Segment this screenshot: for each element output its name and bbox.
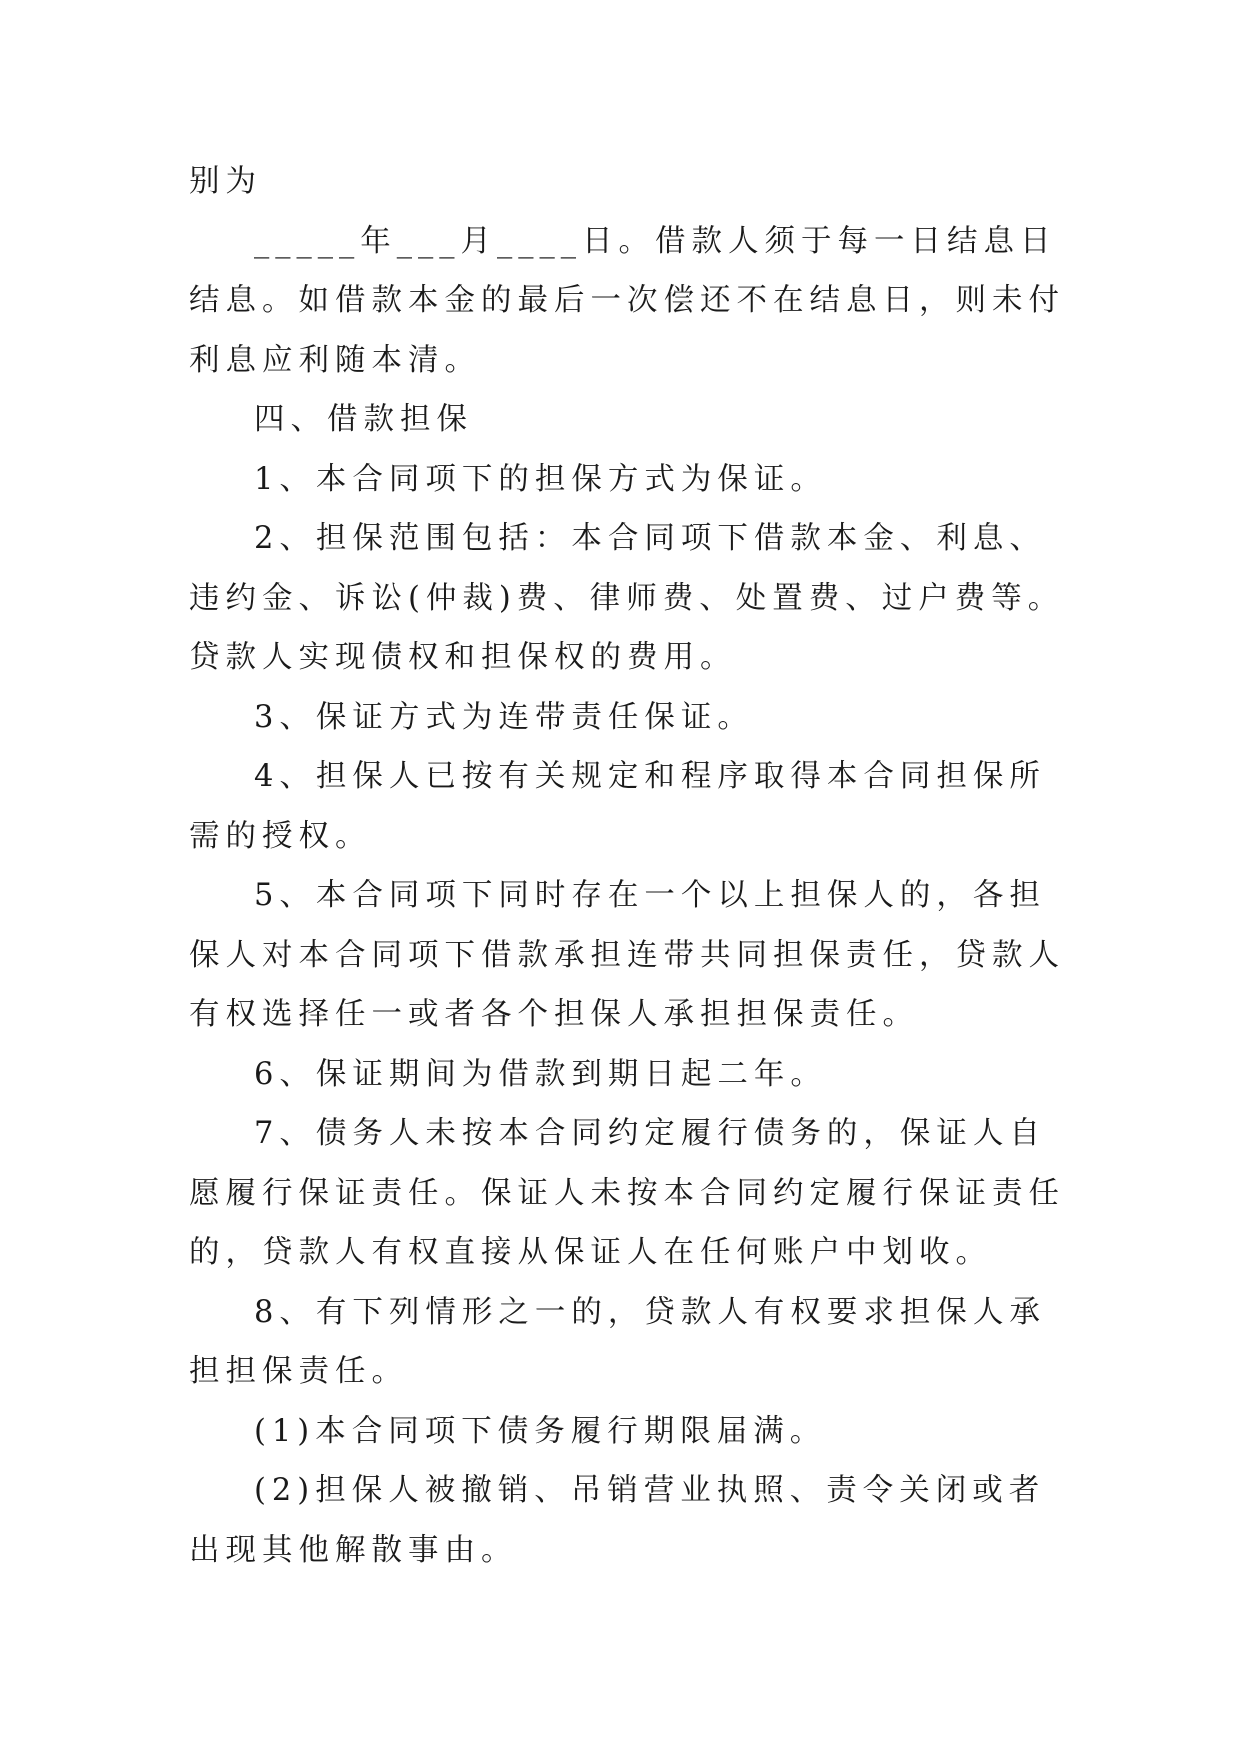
document-body	[189, 152, 1069, 1580]
clause-5: 5、本合同项下同时存在一个以上担保人的，各担保人对本合同项下借款承担连带共同担保责任，贷款人有权选择任一或者各个担保人承担担保责任。	[189, 878, 1065, 1032]
clause-6: 6、保证期间为借款到期日起二年。	[254, 1056, 827, 1092]
sub-clause-1: (1)本合同项下债务履行期限届满。	[254, 1413, 827, 1449]
clause-3: 3、保证方式为连带责任保证。	[254, 699, 754, 735]
clause-7: 7、债务人未按本合同约定履行债务的，保证人自愿履行保证责任。保证人未按本合同约定履行保证责任的，贷款人有权直接从保证人在任何账户中划收。	[189, 1116, 1065, 1270]
paragraph-continuation: 别为	[189, 164, 262, 199]
clause-8: 8、有下列情形之一的，贷款人有权要求担保人承担担保责任。	[189, 1294, 1046, 1389]
clause-4: 4、担保人已按有关规定和程序取得本合同担保所需的授权。	[189, 759, 1046, 854]
section-heading-guarantee: 四、借款担保	[254, 402, 473, 437]
sub-clause-2: (2)担保人被撤销、吊销营业执照、责令关闭或者出现其他解散事由。	[189, 1473, 1046, 1568]
paragraph-interest-date: _____年___月____日。借款人须于每一日结息日结息。如借款本金的最后一次偿还不在结息日，则未付利息应利随本清。	[189, 223, 1065, 378]
clause-1: 1、本合同项下的担保方式为保证。	[254, 461, 827, 497]
clause-2: 2、担保范围包括：本合同项下借款本金、利息、违约金、诉讼(仲裁)费、律师费、处置费、过户费等。贷款人实现债权和担保权的费用。	[189, 521, 1065, 675]
